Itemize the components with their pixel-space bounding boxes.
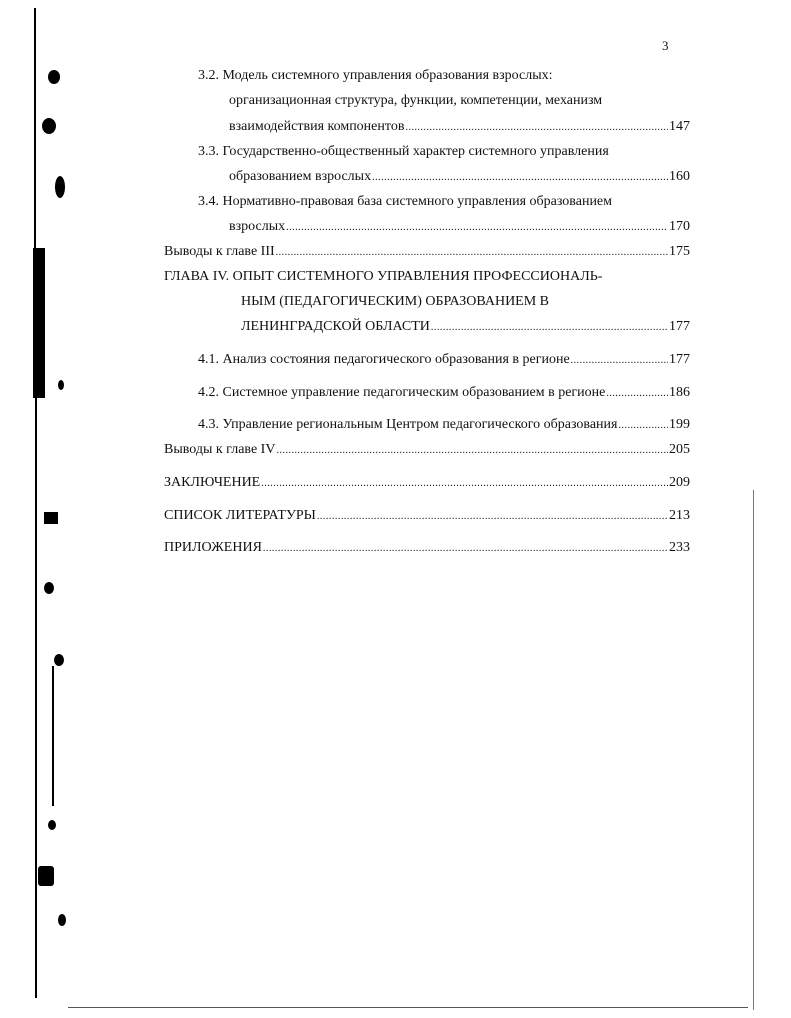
scan-blob [48,820,56,830]
dot-leader [276,243,668,261]
dot-leader [276,441,668,459]
toc-chapter-4[interactable] [241,318,690,336]
toc-page-ref: 186 [669,385,690,400]
scan-blob [58,380,64,390]
toc-page-ref: 175 [669,244,690,259]
scan-right-edge [753,490,754,1010]
dot-leader [618,416,668,434]
toc-entry-3-2[interactable] [229,118,690,136]
scan-edge-line [35,398,37,998]
dot-leader [263,539,668,557]
toc-entry-appendices[interactable] [164,539,690,557]
toc-page-ref: 177 [669,319,690,334]
dot-leader [431,318,668,336]
toc-page-ref: 209 [669,475,690,490]
scan-edge-line [34,8,36,248]
dot-leader [317,507,668,525]
scan-blob [44,582,54,594]
toc-entry-label: СПИСОК ЛИТЕРАТУРЫ [164,508,316,523]
scan-blob [38,866,54,886]
toc-entry-label: образованием взрослых [229,169,372,184]
scan-blob [48,70,60,84]
toc-entry-conclusions-ch4[interactable] [164,441,690,459]
toc-chapter-4-line-2: НЫМ (ПЕДАГОГИЧЕСКИМ) ОБРАЗОВАНИЕМ В [241,294,550,309]
scan-blob [58,914,66,926]
toc-entry-label: взрослых [229,219,286,234]
toc-entry-label: 4.3. Управление региональным Центром педагогического образования [198,417,618,432]
toc-page-ref: 213 [669,508,690,523]
page-number: 3 [662,38,669,53]
dot-leader [372,168,668,186]
toc-entry-4-2[interactable] [198,384,690,402]
toc-entry-label: 4.1. Анализ состояния педагогического образования в регионе [198,352,570,367]
toc-entry-label: взаимодействия компонентов [229,119,405,134]
toc-entry-label: 4.2. Системное управление педагогическим образованием в регионе [198,385,606,400]
toc-entry-3-2-line-2: организационная структура, функции, компетенции, механизм [229,93,603,108]
dot-leader [571,351,668,369]
toc-entry-label: ЗАКЛЮЧЕНИЕ [164,475,261,490]
toc-entry-conclusion[interactable] [164,474,690,492]
toc-entry-4-3[interactable] [198,416,690,434]
scan-blob [44,512,58,524]
toc-chapter-4-line-1: ГЛАВА IV. ОПЫТ СИСТЕМНОГО УПРАВЛЕНИЯ ПРОФЕССИОНАЛЬ- [164,269,603,284]
toc-entry-3-4[interactable] [229,218,690,236]
dot-leader [405,118,668,136]
toc-page-ref: 199 [669,417,690,432]
toc-page-ref: 205 [669,442,690,457]
scan-edge-bar [33,248,45,398]
dot-leader [261,474,668,492]
dot-leader [606,384,668,402]
toc-entry-label: Выводы к главе IV [164,442,276,457]
toc-entry-3-3-line-1: 3.3. Государственно-общественный характер системного управления [198,144,609,159]
toc-page-ref: 233 [669,540,690,555]
toc-page-ref: 177 [669,352,690,367]
toc-entry-3-3[interactable] [229,168,690,186]
toc-entry-conclusions-ch3[interactable] [164,243,690,261]
scan-blob [55,176,65,198]
toc-entry-bibliography[interactable] [164,507,690,525]
scan-blob [54,654,64,666]
toc-entry-4-1[interactable] [198,351,690,369]
toc-entry-label: ПРИЛОЖЕНИЯ [164,540,262,555]
toc-page-ref: 147 [669,119,690,134]
dot-leader [286,218,668,236]
toc-entry-3-2-line-1: 3.2. Модель системного управления образования взрослых: [198,68,553,83]
toc-entry-label: ЛЕНИНГРАДСКОЙ ОБЛАСТИ [241,319,430,334]
scan-blob [42,118,56,134]
scan-edge-line [52,666,54,806]
toc-entry-3-4-line-1: 3.4. Нормативно-правовая база системного управления образованием [198,194,613,209]
toc-page-ref: 160 [669,169,690,184]
toc-page-ref: 170 [669,219,690,234]
toc-entry-label: Выводы к главе III [164,244,275,259]
scan-bottom-edge [68,1007,748,1008]
